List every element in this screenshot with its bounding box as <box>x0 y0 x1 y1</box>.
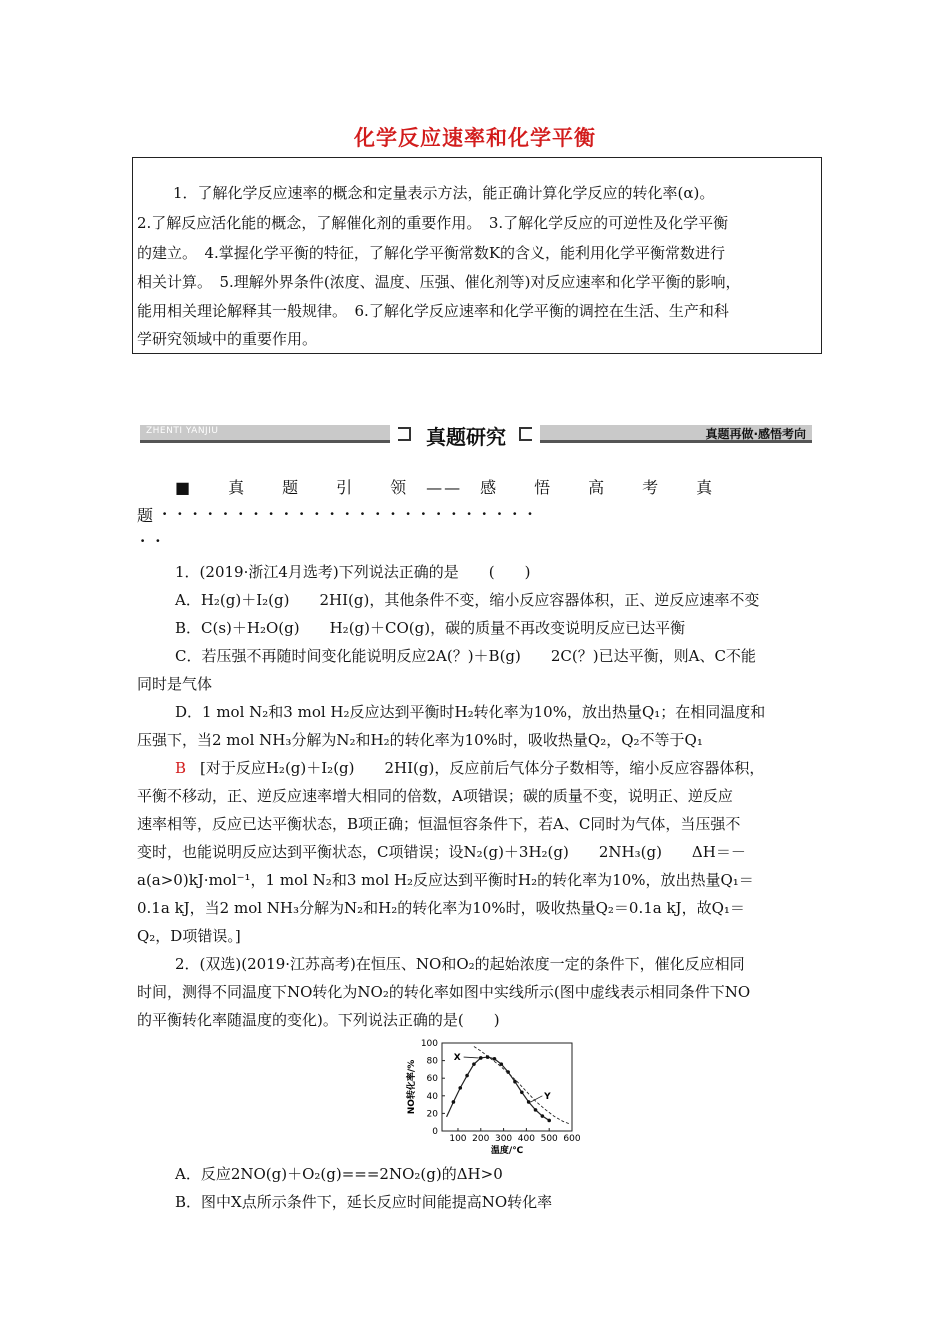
q1-option-a: A．H₂(g)＋I₂(g) 2HI(g)，其他条件不变，缩小反应容器体积，正、逆反应速率不变 <box>175 591 760 609</box>
q1-option-d: D．1 mol N₂和3 mol H₂反应达到平衡时H₂转化率为10%，放出热量Q₁；在相同温度和 <box>175 703 766 721</box>
data-point <box>458 1086 462 1090</box>
x-axis-label: 温度/℃ <box>490 1146 524 1156</box>
data-point <box>541 1114 545 1118</box>
section-heading: ■ 真 题 引 领 —— 感 悟 高 考 真 <box>175 478 715 497</box>
x-tick-label: 100 <box>449 1134 467 1144</box>
banner-center-text: 真题研究 <box>426 425 506 449</box>
objective-line: 能用相关理论解释其一般规律。 6.了解化学反应速率和化学平衡的调控在生活、生产和科 <box>137 302 729 320</box>
y-tick-label: 0 <box>432 1127 438 1137</box>
q1-option-c-cont: 同时是气体 <box>137 675 213 693</box>
dot-leader: ·· <box>140 532 171 550</box>
q1-explanation: [对于反应H₂(g)＋I₂(g) 2HI(g)，反应前后气体分子数相等，缩小反应容器体积， <box>200 759 765 777</box>
banner-right-text: 真题再做·感悟考向 <box>705 427 806 441</box>
objective-line: 学研究领域中的重要作用。 <box>137 330 318 348</box>
no-conversion-chart <box>400 1035 590 1157</box>
section-banner <box>140 420 812 448</box>
q1-explanation: Q₂，D项错误。] <box>137 927 241 945</box>
q2-stem: 2．(双选)(2019·江苏高考)在恒压、NO和O₂的起始浓度一定的条件下，催化反应相同 <box>175 955 745 973</box>
q1-explanation: a(a>0)kJ·mol⁻¹，1 mol N₂和3 mol H₂反应达到平衡时H₂的转化率为10%，放出热量Q₁＝ <box>137 871 754 889</box>
y-tick-label: 80 <box>426 1056 438 1067</box>
objective-line: 1．了解化学反应速率的概念和定量表示方法，能正确计算化学反应的转化率(α)。 <box>173 184 715 202</box>
y-marker-leader <box>531 1096 543 1102</box>
page-title: 化学反应速率和化学平衡 <box>354 126 596 150</box>
q2-option-b: B．图中X点所示条件下，延长反应时间能提高NO转化率 <box>175 1193 553 1211</box>
data-point <box>513 1080 517 1084</box>
y-axis-label: NO转化率/% <box>407 1059 417 1115</box>
y-tick-label: 60 <box>426 1074 438 1085</box>
y-tick-label: 20 <box>426 1109 438 1120</box>
q1-explanation: 速率相等，反应已达平衡状态，B项正确；恒温恒容条件下，若A、C同时为气体，当压强不 <box>137 815 741 833</box>
data-point <box>527 1100 531 1104</box>
x-tick-label: 400 <box>517 1134 535 1144</box>
data-point <box>493 1057 497 1061</box>
y-marker-label: Y <box>544 1091 551 1102</box>
measured-curve <box>447 1057 550 1120</box>
q2-option-a: A．反应2NO(g)＋O₂(g)===2NO₂(g)的ΔH>0 <box>175 1165 503 1183</box>
data-point <box>465 1074 469 1078</box>
section-heading-tail: 题 <box>137 506 154 525</box>
q1-option-d-cont: 压强下，当2 mol NH₃分解为N₂和H₂的转化率为10%时，吸收热量Q₂，Q₂不等于Q₁ <box>137 731 703 749</box>
q2-stem-cont: 时间，测得不同温度下NO转化为NO₂的转化率如图中实线所示(图中虚线表示相同条件下NO <box>137 983 751 1001</box>
objective-line: 的建立。 4.掌握化学平衡的特征，了解化学平衡常数K的含义，能利用化学平衡常数进行 <box>137 244 726 262</box>
q1-answer: B <box>175 759 187 777</box>
x-marker-leader <box>464 1057 479 1058</box>
data-point <box>547 1119 551 1123</box>
q1-option-b: B．C(s)＋H₂O(g) H₂(g)＋CO(g)，碳的质量不再改变说明反应已达平衡 <box>175 619 686 637</box>
q2-stem-cont: 的平衡转化率随温度的变化)。下列说法正确的是( ) <box>137 1011 500 1029</box>
data-point <box>452 1100 456 1104</box>
dot-leader: ························· <box>162 505 543 523</box>
objective-line: 相关计算。 5.理解外界条件(浓度、温度、压强、催化剂等)对反应速率和化学平衡的影响， <box>137 273 741 291</box>
data-point <box>479 1056 483 1060</box>
q1-explanation: 平衡不移动，正、逆反应速率增大相同的倍数，A项错误；碳的质量不变，说明正、逆反应 <box>137 787 733 805</box>
q1-stem: 1．(2019·浙江4月选考)下列说法正确的是 ( ) <box>175 563 531 581</box>
x-tick-label: 600 <box>563 1134 581 1144</box>
objectives-box <box>132 157 822 354</box>
q1-explanation: 变时，也能说明反应达到平衡状态，C项错误；设N₂(g)＋3H₂(g) 2NH₃(g) ΔH＝－ <box>137 843 746 861</box>
y-tick-label: 100 <box>420 1039 438 1049</box>
objective-line: 2.了解反应活化能的概念，了解催化剂的重要作用。 3.了解化学反应的可逆性及化学平衡 <box>137 214 729 232</box>
x-marker-label: X <box>453 1053 461 1064</box>
x-tick-label: 200 <box>472 1134 490 1144</box>
x-tick-label: 500 <box>540 1134 558 1144</box>
x-tick-label: 300 <box>494 1134 513 1144</box>
banner-left-text: ZHENTI YANJIU <box>146 426 219 436</box>
data-point <box>534 1108 538 1112</box>
y-tick-label: 40 <box>426 1091 438 1102</box>
q1-explanation: 0.1a kJ，当2 mol NH₃分解为N₂和H₂的转化率为10%时，吸收热量Q₂＝0.1a kJ，故Q₁＝ <box>137 899 745 917</box>
q1-option-c: C．若压强不再随时间变化能说明反应2A(？)＋B(g) 2C(？)已达平衡，则A、C不能 <box>175 647 756 665</box>
data-point <box>472 1062 476 1066</box>
data-point <box>520 1090 524 1094</box>
